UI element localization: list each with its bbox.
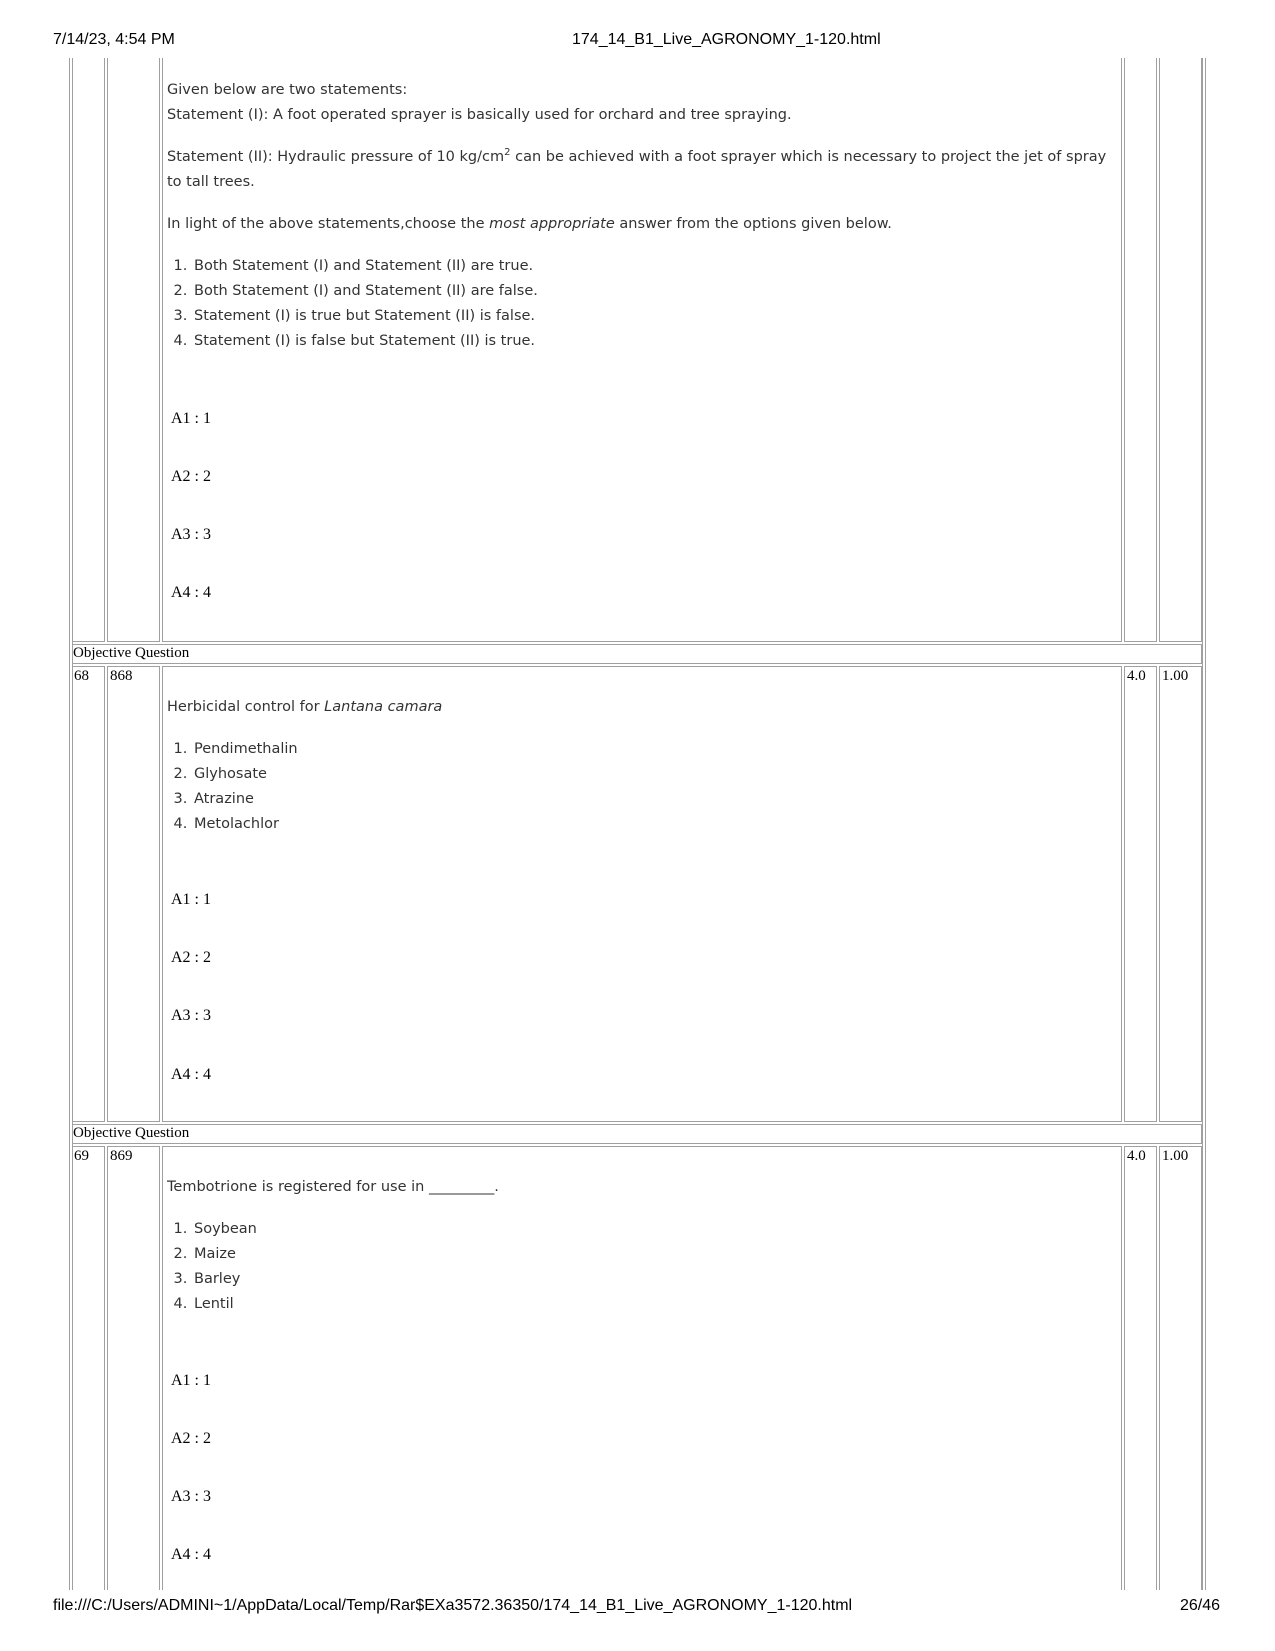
option-item: 4. Statement (I) is false but Statement (II) is true. xyxy=(192,329,1117,354)
qid-cell xyxy=(107,666,160,1122)
negative-marks-cell xyxy=(1159,1146,1202,1590)
sno-cell xyxy=(72,1146,105,1590)
table-border-left xyxy=(69,58,70,1590)
qid-cell xyxy=(107,1146,160,1590)
options-list xyxy=(167,737,1117,837)
marks-cell xyxy=(1124,1146,1157,1590)
negative-marks-cell xyxy=(1159,58,1202,642)
option-item: 2. Maize xyxy=(192,1242,1117,1267)
answer-option-1: A1 : 1 xyxy=(171,891,211,908)
negative-marks-cell xyxy=(1159,666,1202,1122)
question-stem: Tembotrione is registered for use in _________. xyxy=(167,1179,499,1195)
negative-marks: 1.00 xyxy=(1162,1148,1189,1164)
statement-1: Statement (I): A foot operated sprayer is basically used for orchard and tree spraying. xyxy=(167,107,792,123)
section-label-cell xyxy=(72,644,1202,664)
answer-option-2: A2 : 2 xyxy=(171,949,211,966)
question-id: 868 xyxy=(110,668,133,684)
option-item: 1. Pendimethalin xyxy=(192,737,1117,762)
answer-option-4: A4 : 4 xyxy=(171,584,211,601)
serial-number: 69 xyxy=(74,1148,89,1164)
sno-cell xyxy=(72,666,105,1122)
answer-option-3: A3 : 3 xyxy=(171,526,211,543)
marks: 4.0 xyxy=(1127,1148,1146,1164)
section-label: Objective Question xyxy=(73,645,190,661)
question-instruction: In light of the above statements,choose the most appropriate answer from the options given below. xyxy=(167,216,892,232)
marks: 4.0 xyxy=(1127,668,1146,684)
answer-option-3: A3 : 3 xyxy=(171,1007,211,1024)
print-title: 174_14_B1_Live_AGRONOMY_1-120.html xyxy=(572,31,881,48)
answer-option-1: A1 : 1 xyxy=(171,410,211,427)
marks-cell xyxy=(1124,666,1157,1122)
option-item: 3. Barley xyxy=(192,1267,1117,1292)
option-item: 1. Soybean xyxy=(192,1217,1117,1242)
answer-option-4: A4 : 4 xyxy=(171,1066,211,1083)
statement-2: Statement (II): Hydraulic pressure of 10 $kg/cm^2$ can be achieved with a foot sprayer which is necessary to project the jet of spray to tall trees. xyxy=(167,147,1107,190)
table-border-right-inner xyxy=(1202,58,1203,1590)
marks-cell xyxy=(1124,58,1157,642)
answer-option-4: A4 : 4 xyxy=(171,1546,211,1563)
print-datetime: 7/14/23, 4:54 PM xyxy=(53,31,175,48)
question-68-body xyxy=(167,695,1117,837)
answer-option-3: A3 : 3 xyxy=(171,1488,211,1505)
section-label: Objective Question xyxy=(73,1125,190,1141)
answer-option-1: A1 : 1 xyxy=(171,1372,211,1389)
question-intro: Given below are two statements: xyxy=(167,82,408,98)
option-item: 3. Statement (I) is true but Statement (II) is false. xyxy=(192,304,1117,329)
negative-marks: 1.00 xyxy=(1162,668,1189,684)
option-item: 3. Atrazine xyxy=(192,787,1117,812)
options-list xyxy=(167,254,1117,354)
section-label-cell xyxy=(72,1124,1202,1144)
question-67-body xyxy=(167,78,1117,354)
question-69-body xyxy=(167,1175,1117,1317)
option-item: 2. Both Statement (I) and Statement (II) are false. xyxy=(192,279,1117,304)
file-path: file:///C:/Users/ADMINI~1/AppData/Local/Temp/Rar$EXa3572.36350/174_14_B1_Live_AGRONOMY_1-120.html xyxy=(53,1597,853,1614)
question-id: 869 xyxy=(110,1148,133,1164)
option-item: 2. Glyhosate xyxy=(192,762,1117,787)
question-stem: Herbicidal control for Lantana camara xyxy=(167,699,443,715)
option-item: 4. Metolachlor xyxy=(192,812,1117,837)
serial-number: 68 xyxy=(74,668,89,684)
page-number: 26/46 xyxy=(1179,1597,1220,1614)
option-item: 4. Lentil xyxy=(192,1292,1117,1317)
answer-option-2: A2 : 2 xyxy=(171,468,211,485)
sno-cell xyxy=(72,58,105,642)
answer-option-2: A2 : 2 xyxy=(171,1430,211,1447)
table-border-right xyxy=(1205,58,1206,1590)
option-item: 1. Both Statement (I) and Statement (II) are true. xyxy=(192,254,1117,279)
qid-cell xyxy=(107,58,160,642)
options-list xyxy=(167,1217,1117,1317)
